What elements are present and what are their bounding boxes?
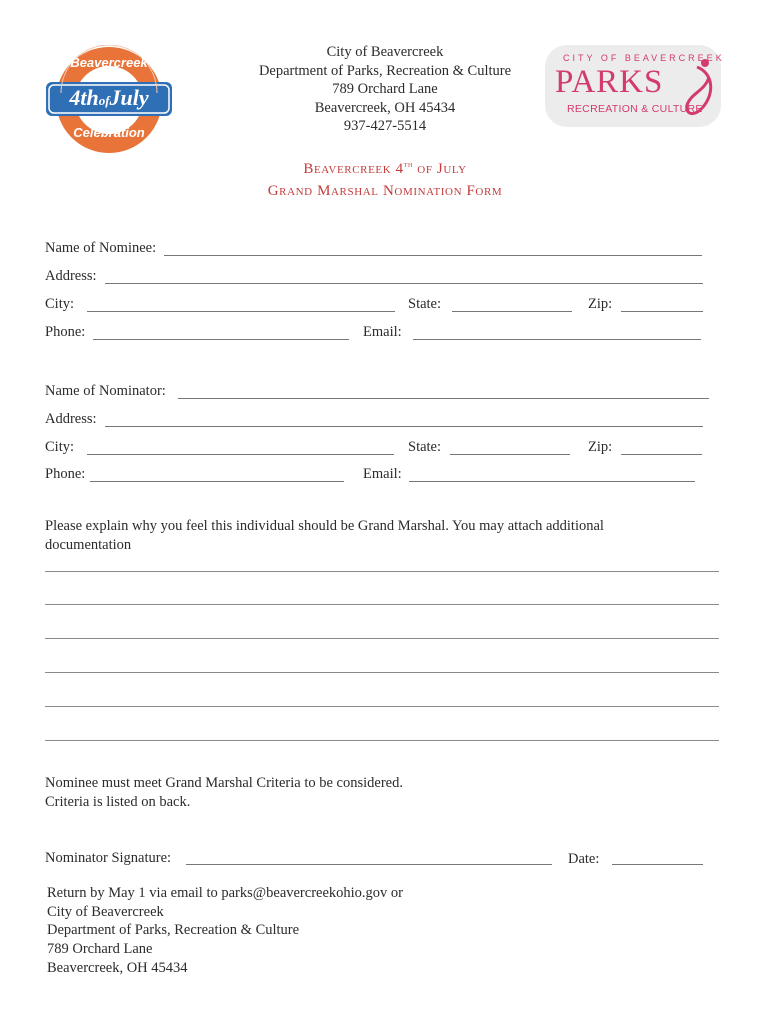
nominee-zip-field[interactable] (621, 311, 703, 312)
logo-main-text (52, 85, 166, 114)
nominator-phone-label: Phone: (45, 466, 86, 482)
nominee-address-label: Address: (45, 268, 97, 284)
return-line: Beavercreek, OH 45434 (47, 959, 188, 976)
title-part-b: of July (412, 161, 467, 177)
header-line: Beavercreek, OH 45434 (314, 99, 456, 116)
logo-parks-text: PARKS (555, 64, 664, 100)
nominee-state-label: State: (408, 296, 442, 312)
explain-line2: documentation (45, 537, 132, 553)
nominator-name-field[interactable] (178, 398, 709, 399)
parks-recreation-logo (545, 45, 725, 127)
return-line: 789 Orchard Lane (47, 941, 153, 958)
return-line: City of Beavercreek (47, 903, 164, 920)
date-label: Date: (568, 851, 600, 867)
nominee-zip-label: Zip: (588, 296, 613, 312)
header-line: Department of Parks, Recreation & Culture (258, 62, 512, 79)
signature-field[interactable] (186, 864, 552, 865)
nominee-phone-field[interactable] (93, 339, 349, 340)
criteria-line1: Nominee must meet Grand Marshal Criteria to be considered. (45, 775, 403, 791)
form-title-line2: Grand Marshal Nomination Form (267, 183, 503, 199)
nominee-name-field[interactable] (164, 255, 702, 256)
logo-main-b: of (98, 93, 110, 108)
title-part-a: Beavercreek 4 (303, 161, 404, 177)
explanation-line[interactable] (45, 706, 719, 707)
header-address (230, 43, 540, 136)
explanation-line[interactable] (45, 571, 719, 572)
explanation-line[interactable] (45, 672, 719, 673)
nominator-state-field[interactable] (450, 454, 570, 455)
logo-recreation-text: RECREATION & CULTURE (567, 103, 703, 115)
logo-main-a: 4th (69, 85, 99, 110)
return-line: Return by May 1 via email to parks@beavercreekohio.gov or (47, 885, 404, 901)
signature-label: Nominator Signature: (45, 850, 172, 866)
nominator-city-label: City: (45, 439, 75, 455)
explanation-line[interactable] (45, 604, 719, 605)
criteria-line2: Criteria is listed on back. (45, 794, 191, 810)
logo-top-text: Beavercreek (70, 55, 148, 70)
nominee-state-field[interactable] (452, 311, 572, 312)
explanation-line[interactable] (45, 740, 719, 741)
nominator-name-label: Name of Nominator: (45, 383, 166, 399)
form-title-line1 (0, 160, 770, 178)
nominee-city-field[interactable] (87, 311, 395, 312)
nominator-phone-field[interactable] (90, 481, 344, 482)
nominee-address-field[interactable] (105, 283, 703, 284)
nominee-city-label: City: (45, 296, 75, 312)
return-info (47, 884, 403, 978)
nominee-email-label: Email: (363, 324, 402, 340)
date-field[interactable] (612, 864, 703, 865)
return-line: Department of Parks, Recreation & Culture (47, 922, 300, 939)
nominator-address-label: Address: (45, 411, 97, 427)
logo-city-text: CITY OF BEAVERCREEK (563, 53, 725, 63)
logo-main-c: July (109, 85, 149, 110)
nominator-zip-label: Zip: (588, 439, 613, 455)
nominator-email-field[interactable] (409, 481, 695, 482)
header-line: 937-427-5514 (343, 118, 427, 134)
nominator-city-field[interactable] (87, 454, 394, 455)
header-line: City of Beavercreek (326, 44, 444, 60)
explanation-line[interactable] (45, 638, 719, 639)
beavercreek-4th-of-july-logo (44, 45, 174, 155)
nominator-email-label: Email: (363, 466, 402, 482)
nominee-email-field[interactable] (413, 339, 701, 340)
nominee-name-label: Name of Nominee: (45, 240, 157, 256)
explain-line1: Please explain why you feel this individual should be Grand Marshal. You may attach additional (45, 518, 604, 534)
logo-bottom-text: Celebration (73, 125, 145, 140)
nominator-address-field[interactable] (105, 426, 703, 427)
nominee-phone-label: Phone: (45, 324, 86, 340)
title-sup: th (403, 160, 413, 169)
criteria-note (45, 774, 403, 812)
nominator-state-label: State: (408, 439, 442, 455)
nominator-zip-field[interactable] (621, 454, 702, 455)
header-line: 789 Orchard Lane (332, 81, 438, 97)
explain-prompt (45, 517, 745, 555)
